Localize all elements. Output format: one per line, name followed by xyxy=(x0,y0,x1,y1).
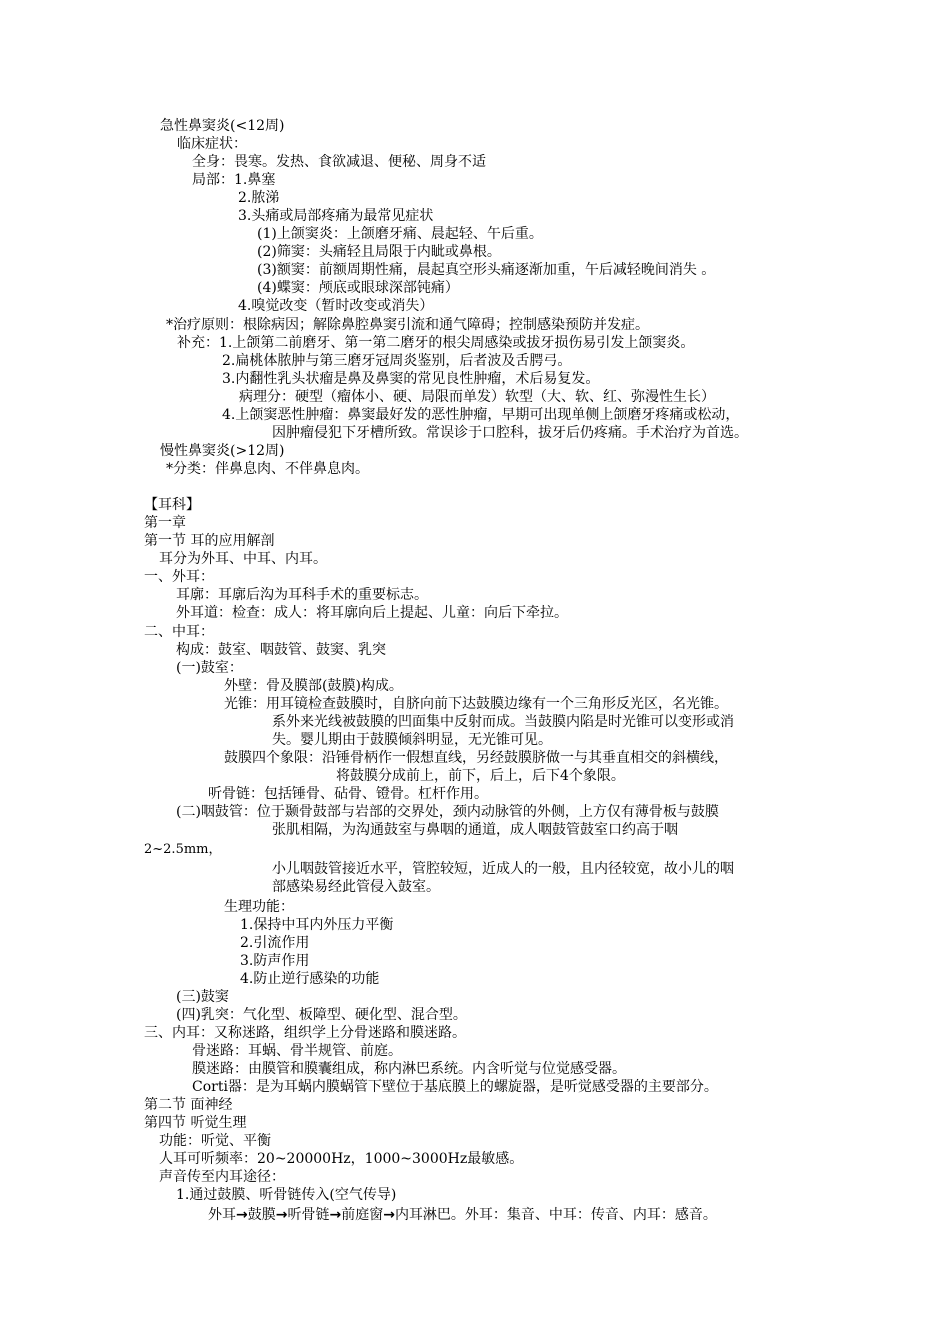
local-symptom-2: 2.脓涕 xyxy=(238,190,280,206)
membranous-labyrinth-text: 膜迷路：由膜管和膜囊组成，称内淋巴系统。内含听觉与位觉感受器。 xyxy=(192,1061,626,1077)
local-symptom-1: 局部：1.鼻塞 xyxy=(192,172,276,188)
auricle-text: 耳廓：耳廓后沟为耳科手术的重要标志。 xyxy=(176,587,428,603)
middle-ear-composition: 构成：鼓室、咽鼓管、鼓窦、乳突 xyxy=(176,642,386,658)
chain-perilymph: 内耳淋巴。外耳：集音、中耳：传音、内耳：感音。 xyxy=(394,1207,717,1223)
audible-frequency: 人耳可听频率：20~20000Hz，1000~3000Hz最敏感。 xyxy=(159,1151,524,1167)
mastoid-text: (四)乳突：气化型、板障型、硬化型、混合型。 xyxy=(176,1007,467,1023)
arrow-icon: → xyxy=(329,1207,342,1223)
antrum-heading: (三)鼓窦 xyxy=(176,989,229,1005)
arrow-icon: → xyxy=(275,1207,288,1223)
local-symptom-4: 4.嗅觉改变（暂时改变或消失） xyxy=(238,298,434,314)
light-cone-2: 系外来光线被鼓膜的凹面集中反射而成。当鼓膜内陷是时光锥可以变形或消 xyxy=(272,714,734,730)
supplement-3: 3.内翻性乳头状瘤是鼻及鼻窦的常见良性肿瘤，术后易复发。 xyxy=(222,371,600,387)
pain-sphenoid: (4)蝶窦：颅底或眼球深部钝痛） xyxy=(257,280,459,296)
ear-canal-text: 外耳道：检查：成人：将耳廓向后上提起、儿童：向后下牵拉。 xyxy=(176,605,568,621)
physiology-2: 2.引流作用 xyxy=(240,935,310,951)
supplement-1: 补充：1.上颌第二前磨牙、第一第二磨牙的根尖周感染或拔牙损伤易引发上颌窦炎。 xyxy=(177,335,695,351)
physiology-1: 1.保持中耳内外压力平衡 xyxy=(240,917,394,933)
clinical-symptoms-heading: 临床症状： xyxy=(177,136,247,152)
chronic-classification: *分类：伴鼻息肉、不伴鼻息肉。 xyxy=(166,461,369,477)
inner-ear-heading: 三、内耳：又称迷路，组织学上分骨迷路和膜迷路。 xyxy=(144,1025,466,1041)
systemic-symptoms: 全身：畏寒。发热、食欲减退、便秘、周身不适 xyxy=(192,154,486,170)
section-1-title: 第一节 耳的应用解剖 xyxy=(144,533,275,549)
section-4-title: 第四节 听觉生理 xyxy=(144,1115,247,1131)
light-cone-3: 失。婴儿期由于鼓膜倾斜明显，无光锥可见。 xyxy=(272,732,552,748)
ossicular-chain-text: 听骨链：包括锤骨、砧骨、镫骨。杠杆作用。 xyxy=(208,786,488,802)
tympanum-heading: (一)鼓室： xyxy=(176,660,243,676)
treatment-principle: *治疗原则：根除病因；解除鼻腔鼻窦引流和通气障碍；控制感染预防并发症。 xyxy=(166,317,649,333)
conduction-chain xyxy=(208,1206,717,1224)
light-cone-1: 光锥：用耳镜检查鼓膜时，自脐向前下达鼓膜边缘有一个三角形反光区，名光锥。 xyxy=(224,696,728,712)
outer-ear-heading: 一、外耳： xyxy=(144,569,214,585)
eustachian-tube-1: (二)咽鼓管：位于颞骨鼓部与岩部的交界处，颈内动脉管的外侧，上方仅有薄骨板与鼓膜 xyxy=(176,804,719,820)
local-symptom-3: 3.头痛或局部疼痛为最常见症状 xyxy=(238,208,434,224)
physiology-4: 4.防止逆行感染的功能 xyxy=(240,971,380,987)
sound-path-heading: 声音传至内耳途径： xyxy=(159,1169,285,1185)
air-conduction-heading: 1.通过鼓膜、听骨链传入(空气传导) xyxy=(176,1187,397,1203)
chain-oval-window: 前庭窗 xyxy=(341,1207,384,1223)
hearing-function: 功能：听觉、平衡 xyxy=(159,1133,271,1149)
ear-section-heading: 【耳科】 xyxy=(144,497,200,513)
supplement-4b: 因肿瘤侵犯下牙槽所致。常误诊于口腔科，拔牙后仍疼痛。手术治疗为首选。 xyxy=(272,425,748,441)
pain-ethmoid: (2)筛窦：头痛轻且局限于内眦或鼻根。 xyxy=(257,244,501,260)
eardrum-quadrants-2: 将鼓膜分成前上，前下，后上，后下4个象限。 xyxy=(336,768,625,784)
pain-frontal: (3)额窦：前额周期性痛，晨起真空形头痛逐渐加重，午后减轻晚间消失 。 xyxy=(257,262,716,278)
supplement-4a: 4.上颌窦恶性肿瘤：鼻窦最好发的恶性肿瘤，早期可出现单侧上颌磨牙疼痛或松动， xyxy=(222,407,740,423)
supplement-2: 2.扁桃体脓肿与第三磨牙冠周炎鉴别，后者波及舌腭弓。 xyxy=(222,353,572,369)
physiology-3: 3.防声作用 xyxy=(240,953,310,969)
acute-sinusitis-title: 急性鼻窦炎(<12周) xyxy=(160,118,285,134)
pathology-types: 病理分：硬型（瘤体小、硬、局限而单发）软型（大、软、红、弥漫性生长） xyxy=(239,389,715,405)
arrow-icon: → xyxy=(236,1207,248,1223)
chain-outer-ear: 外耳 xyxy=(208,1207,236,1223)
chapter-heading: 第一章 xyxy=(144,515,186,531)
eustachian-tube-2: 张肌相隔，为沟通鼓室与鼻咽的通道，成人咽鼓管鼓室口约高于咽 xyxy=(272,822,678,838)
section-2-title: 第二节 面神经 xyxy=(144,1097,233,1113)
eustachian-tube-3: 2~2.5mm， xyxy=(144,842,222,857)
arrow-icon: → xyxy=(383,1207,395,1223)
chain-ossicles: 听骨链 xyxy=(287,1207,330,1223)
outer-wall-text: 外壁：骨及膜部(鼓膜)构成。 xyxy=(224,678,403,694)
eustachian-tube-4: 小儿咽鼓管接近水平，管腔较短，近成人的一般，且内径较宽，故小儿的咽 xyxy=(272,861,734,877)
middle-ear-heading: 二、中耳： xyxy=(144,624,214,640)
chronic-sinusitis-title: 慢性鼻窦炎(>12周) xyxy=(160,443,285,459)
organ-of-corti-text: Corti器：是为耳蜗内膜蜗管下壁位于基底膜上的螺旋器，是听觉感受器的主要部分。 xyxy=(192,1079,718,1095)
bony-labyrinth-text: 骨迷路：耳蜗、骨半规管、前庭。 xyxy=(192,1043,402,1059)
chain-eardrum: 鼓膜 xyxy=(247,1207,276,1223)
pain-maxillary: (1)上颌窦炎：上颌磨牙痛、晨起轻、午后重。 xyxy=(257,226,543,242)
eustachian-tube-5: 部感染易经此管侵入鼓室。 xyxy=(272,879,440,895)
ear-division-intro: 耳分为外耳、中耳、内耳。 xyxy=(159,551,327,567)
eardrum-quadrants-1: 鼓膜四个象限：沿锤骨柄作一假想直线，另经鼓膜脐做一与其垂直相交的斜横线， xyxy=(224,750,728,766)
physiology-heading: 生理功能： xyxy=(224,899,294,915)
